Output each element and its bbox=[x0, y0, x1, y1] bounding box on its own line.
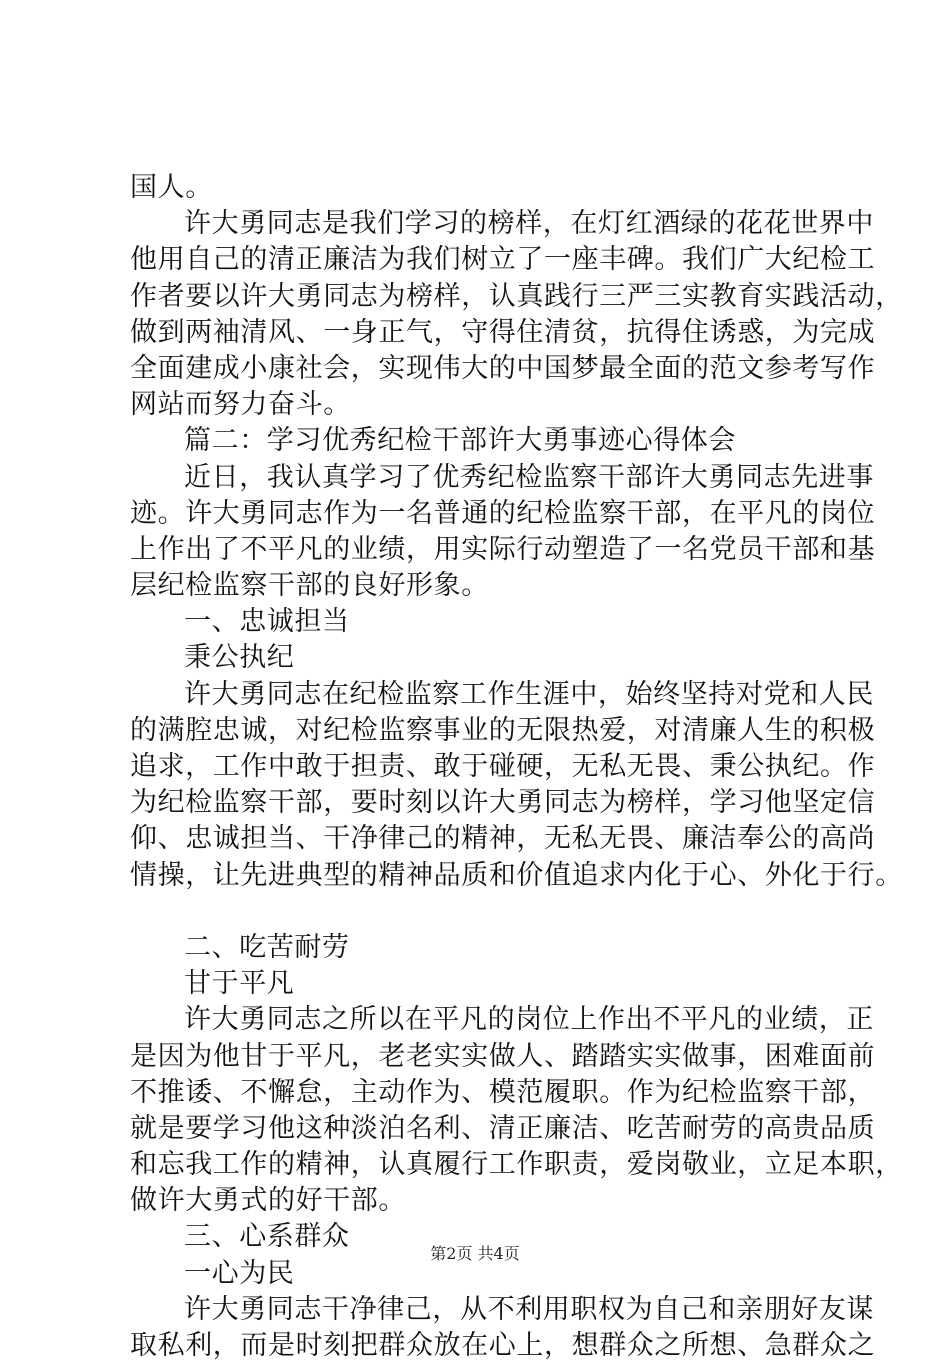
text-line: 是因为他甘于平凡，老老实实做人、踏踏实实做事，困难面前 bbox=[130, 1040, 876, 1072]
text-line: 层纪检监察干部的良好形象。 bbox=[130, 570, 489, 602]
document-body bbox=[130, 170, 903, 1364]
text-line: 篇二：学习优秀纪检干部许大勇事迹心得体会 bbox=[184, 425, 736, 457]
text-line: 做到两袖清风、一身正气，守得住清贫，抗得住诱惑，为完成 bbox=[130, 316, 876, 348]
text-line: 就是要学习他这种淡泊名利、清正廉洁、吃苦耐劳的高贵品质 bbox=[130, 1112, 876, 1144]
text-line: 为纪检监察干部，要时刻以许大勇同志为榜样，学习他坚定信 bbox=[130, 787, 876, 819]
text-line: 做许大勇式的好干部。 bbox=[130, 1185, 406, 1217]
text-line: 国人。 bbox=[130, 172, 213, 203]
text-line: 不推诿、不懈怠，主动作为、模范履职。作为纪检监察干部， bbox=[130, 1076, 876, 1108]
text-line: 三、心系群众 bbox=[184, 1221, 350, 1253]
text-line: 许大勇同志是我们学习的榜样，在灯红酒绿的花花世界中 bbox=[184, 208, 874, 240]
text-line: 许大勇同志干净律己，从不利用职权为自己和亲朋好友谋 bbox=[184, 1293, 874, 1325]
text-line: 迹。许大勇同志作为一名普通的纪检监察干部，在平凡的岗位 bbox=[130, 497, 876, 529]
text-line: 秉公执纪 bbox=[184, 642, 295, 674]
text-line: 情操，让先进典型的精神品质和价值追求内化于心、外化于行。 bbox=[130, 859, 903, 891]
text-line: 作者要以许大勇同志为榜样，认真践行三严三实教育实践活动， bbox=[130, 280, 903, 312]
text-line: 取私利，而是时刻把群众放在心上，想群众之所想、急群众之 bbox=[130, 1330, 876, 1361]
text-line: 全面建成小康社会，实现伟大的中国梦最全面的范文参考写作 bbox=[130, 352, 876, 384]
page-footer: 第2页 共4页 bbox=[430, 1244, 520, 1263]
text-line: 追求，工作中敢于担责、敢于碰硬，无私无畏、秉公执纪。作 bbox=[130, 751, 876, 782]
text-line: 二、吃苦耐劳 bbox=[184, 931, 350, 963]
text-line: 的满腔忠诚，对纪检监察事业的无限热爱，对清廉人生的积极 bbox=[130, 714, 876, 746]
text-line: 一心为民 bbox=[184, 1257, 295, 1289]
text-line: 近日，我认真学习了优秀纪检监察干部许大勇同志先进事 bbox=[184, 461, 874, 493]
text-line: 甘于平凡 bbox=[184, 968, 295, 1000]
text-line: 他用自己的清正廉洁为我们树立了一座丰碑。我们广大纪检工 bbox=[130, 244, 876, 276]
text-line: 网站而努力奋斗。 bbox=[130, 389, 351, 421]
text-line: 许大勇同志之所以在平凡的岗位上作出不平凡的业绩，正 bbox=[184, 1004, 874, 1036]
text-line: 和忘我工作的精神，认真履行工作职责，爱岗敬业，立足本职， bbox=[130, 1149, 903, 1181]
text-line: 上作出了不平凡的业绩，用实际行动塑造了一名党员干部和基 bbox=[130, 533, 876, 565]
text-line: 许大勇同志在纪检监察工作生涯中，始终坚持对党和人民 bbox=[184, 678, 874, 710]
text-line: 仰、忠诚担当、干净律己的精神，无私无畏、廉洁奉公的高尚 bbox=[130, 823, 876, 855]
text-line: 一、忠诚担当 bbox=[184, 606, 350, 638]
blank-line bbox=[130, 894, 850, 930]
